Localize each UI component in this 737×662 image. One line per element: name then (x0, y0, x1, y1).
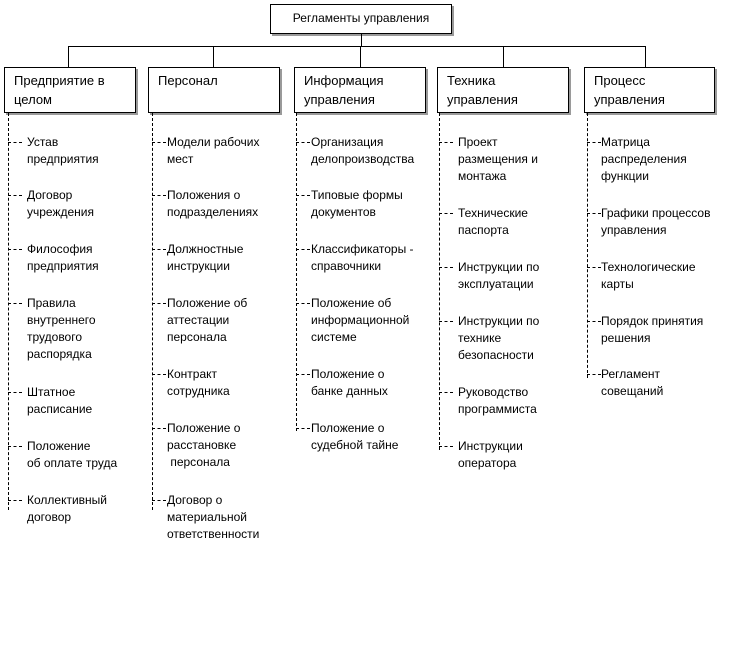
item-tick (296, 142, 310, 143)
branch-connector-2 (213, 46, 214, 67)
item-tick (587, 321, 601, 322)
branch-connector-1 (68, 46, 69, 67)
column-title: Предприятие в целом (14, 73, 105, 107)
item-tick (296, 374, 310, 375)
list-item: Технические паспорта (458, 206, 528, 237)
list-item: Положение об оплате труда (27, 439, 118, 470)
item-tick (8, 195, 22, 196)
item-tick (152, 500, 166, 501)
column-stem-3 (296, 113, 297, 431)
item-tick (587, 267, 601, 268)
item-tick (439, 142, 453, 143)
root-label: Регламенты управления (292, 11, 430, 25)
list-item: Порядок принятия решения (601, 314, 704, 345)
column-header-1 (4, 67, 136, 113)
item-tick (587, 374, 601, 375)
column-title: Процесс управления (594, 73, 665, 107)
list-item: Технологические карты (601, 260, 696, 291)
list-item: Положение о банке данных (311, 367, 388, 398)
item-tick (296, 303, 310, 304)
list-item: Положения о подразделениях (167, 188, 259, 219)
column-header-2 (148, 67, 280, 113)
list-item: Правила внутреннего трудового распорядка (27, 296, 96, 361)
list-item: Руководство программиста (458, 385, 537, 416)
column-header-3 (294, 67, 426, 113)
item-tick (152, 195, 166, 196)
item-tick (152, 303, 166, 304)
item-tick (439, 321, 453, 322)
list-item: Инструкции по эксплуатации (458, 260, 540, 291)
column-stem-1 (8, 113, 9, 510)
item-tick (152, 428, 166, 429)
item-tick (296, 195, 310, 196)
item-tick (8, 249, 22, 250)
list-item: Философия предприятия (27, 242, 99, 273)
column-header-5 (584, 67, 715, 113)
list-item: Положение об аттестации персонала (167, 296, 248, 344)
column-stem-5 (587, 113, 588, 378)
list-item: Коллективный договор (27, 493, 107, 524)
list-item: Классификаторы - справочники (311, 242, 414, 273)
column-header-4 (437, 67, 569, 113)
item-tick (152, 142, 166, 143)
item-tick (8, 303, 22, 304)
list-item: Устав предприятия (27, 135, 99, 166)
item-tick (8, 500, 22, 501)
column-stem-2 (152, 113, 153, 510)
column-title: Персонал (158, 73, 218, 88)
list-item: Модели рабочих мест (167, 135, 260, 166)
item-tick (587, 213, 601, 214)
item-tick (8, 142, 22, 143)
item-tick (587, 142, 601, 143)
list-item: Положение о расстановке персонала (167, 421, 241, 469)
item-tick (296, 428, 310, 429)
root-connector (361, 34, 362, 46)
list-item: Договор о материальной ответственности (167, 493, 260, 541)
list-item: Типовые формы документов (311, 188, 403, 219)
list-item: Регламент совещаний (601, 367, 664, 398)
list-item: Контракт сотрудника (167, 367, 230, 398)
branch-connector-5 (645, 46, 646, 67)
item-tick (439, 446, 453, 447)
list-item: Договор учреждения (27, 188, 94, 219)
branch-connector-3 (360, 46, 361, 67)
top-bus-line (68, 46, 645, 47)
item-tick (439, 392, 453, 393)
list-item: Матрица распределения функции (601, 135, 687, 183)
item-tick (296, 249, 310, 250)
list-item: Положение о судебной тайне (311, 421, 399, 452)
item-tick (152, 374, 166, 375)
column-title: Информация управления (304, 73, 384, 107)
list-item: Организация делопроизводства (311, 135, 415, 166)
column-stem-4 (439, 113, 440, 450)
list-item: Инструкции оператора (458, 439, 523, 470)
list-item: Инструкции по технике безопасности (458, 314, 540, 362)
root-node (270, 4, 452, 34)
item-tick (439, 267, 453, 268)
list-item: Положение об информационной системе (311, 296, 410, 344)
list-item: Штатное расписание (27, 385, 93, 416)
list-item: Должностные инструкции (167, 242, 244, 273)
list-item: Проект размещения и монтажа (458, 135, 538, 183)
list-item: Графики процессов управления (601, 206, 711, 237)
branch-connector-4 (503, 46, 504, 67)
item-tick (152, 249, 166, 250)
item-tick (439, 213, 453, 214)
item-tick (8, 446, 22, 447)
column-title: Техника управления (447, 73, 518, 107)
item-tick (8, 392, 22, 393)
